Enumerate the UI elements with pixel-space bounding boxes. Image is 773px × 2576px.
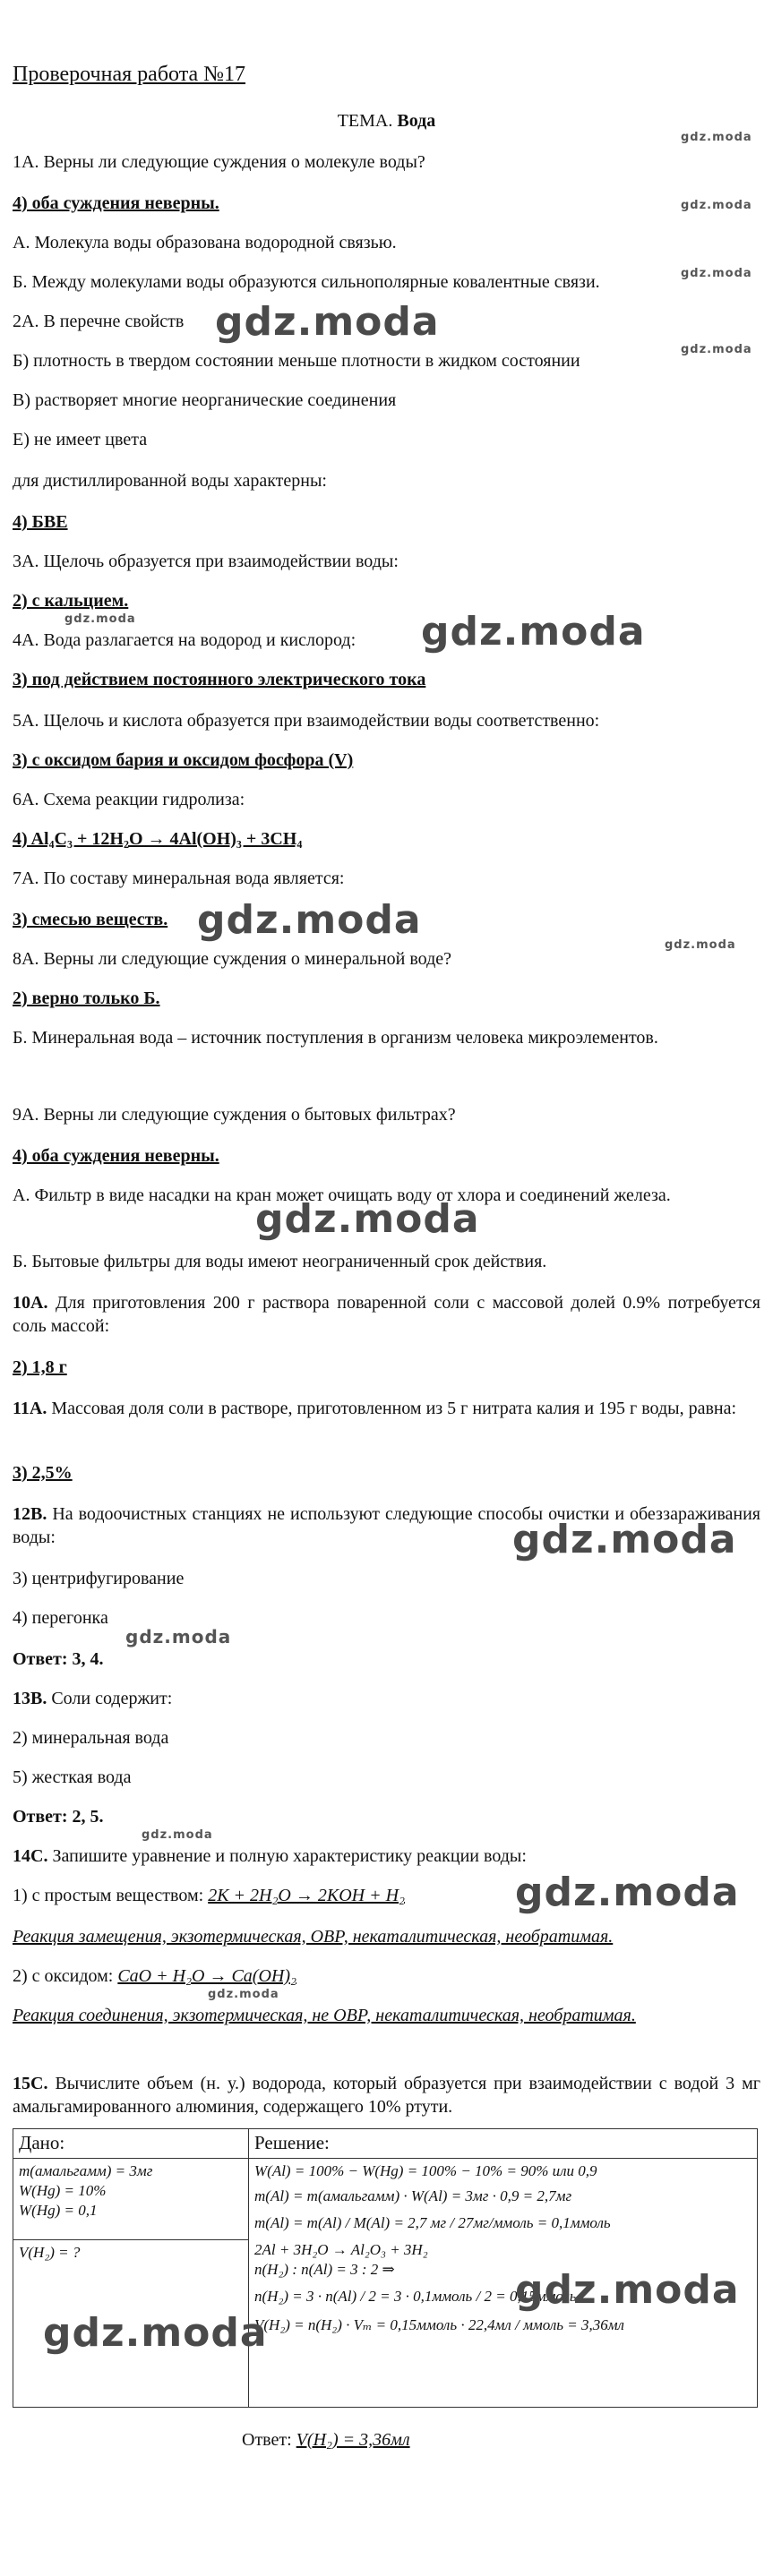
q13-text: Соли содержит: bbox=[51, 1689, 173, 1708]
q8-answer: 2) верно только Б. bbox=[13, 988, 160, 1008]
solution-step-7: V(H₂) = n(H₂) · Vₘ = 0,15ммоль · 22,4мл / ммоль = 3,36мл bbox=[254, 2316, 624, 2333]
solution-step-5: n(H₂) : n(Al) = 3 : 2 ⇒ bbox=[254, 2261, 395, 2278]
q9-answer: 4) оба суждения неверны. bbox=[13, 1146, 219, 1166]
watermark: gdz.moda bbox=[208, 1988, 279, 2001]
watermark: gdz.moda bbox=[197, 897, 422, 943]
q5-question: 5А. Щелочь и кислота образуется при взаимодействии воды соответственно: bbox=[13, 711, 600, 731]
q5-answer: 3) с оксидом бария и оксидом фосфора (V) bbox=[13, 750, 354, 770]
q14-question bbox=[13, 1844, 760, 1868]
q1-statement-b: Б. Между молекулами воды образуются сильнополярные ковалентные связи. bbox=[13, 272, 600, 292]
q15-answer-value: V(H₂) = 3,36мл bbox=[296, 2430, 410, 2450]
watermark: gdz.moda bbox=[255, 1196, 480, 1242]
watermark: gdz.moda bbox=[215, 299, 440, 345]
find-value: V(H₂) = ? bbox=[19, 2244, 81, 2261]
solution-step-6: n(H₂) = 3 · n(Al) / 2 = 3 · 0,1ммоль / 2 = 0,15ммоль bbox=[254, 2288, 577, 2305]
solution-step-4: 2Al + 3H₂O → Al₂O₃ + 3H₂ bbox=[254, 2241, 428, 2258]
q12-number: 12В. bbox=[13, 1504, 47, 1524]
q2-option-e: Е) не имеет цвета bbox=[13, 430, 148, 449]
q14-text: Запишите уравнение и полную характеристику реакции воды: bbox=[52, 1846, 527, 1866]
q15-question bbox=[13, 2072, 760, 2118]
q9-statement-a: А. Фильтр в виде насадки на кран может очищать воду от хлора и соединений железа. bbox=[13, 1185, 671, 1205]
q4-question: 4А. Вода разлагается на водород и кислород: bbox=[13, 630, 356, 650]
watermark: gdz.moda bbox=[681, 343, 752, 356]
given-mass: m(амальгамм) = 3мг bbox=[19, 2162, 153, 2179]
q2-question: 2А. В перечне свойств bbox=[13, 312, 185, 331]
q10-question bbox=[13, 1291, 760, 1338]
q15-number: 15С. bbox=[13, 2074, 48, 2093]
q13-question bbox=[13, 1687, 760, 1710]
q11-answer: 3) 2,5% bbox=[13, 1463, 73, 1483]
solution-step-3: m(Al) = m(Al) / M(Al) = 2,7 мг / 27мг/ммоль = 0,1ммоль bbox=[254, 2214, 611, 2231]
q2-tail: для дистиллированной воды характерны: bbox=[13, 471, 327, 491]
q14-part2-equation: CaO + H₂O → Ca(OH)₂ bbox=[117, 1966, 296, 1986]
watermark: gdz.moda bbox=[681, 267, 752, 280]
watermark: gdz.moda bbox=[43, 2310, 268, 2356]
q13-option-5: 5) жесткая вода bbox=[13, 1767, 132, 1787]
q14-part1-description: Реакция замещения, экзотермическая, ОВР, некаталитическая, необратимая. bbox=[13, 1927, 614, 1947]
q14-number: 14С. bbox=[13, 1846, 48, 1866]
q11-question bbox=[13, 1397, 760, 1420]
q1-statement-a: А. Молекула воды образована водородной связью. bbox=[13, 233, 397, 252]
watermark: gdz.moda bbox=[512, 1517, 737, 1562]
topic-line bbox=[13, 109, 760, 133]
solution-header: Решение: bbox=[249, 2129, 758, 2159]
given-percent: W(Hg) = 10% bbox=[19, 2182, 107, 2199]
q12-text: На водоочистных станциях не используют следующие способы очистки и обеззараживания воды: bbox=[13, 1504, 761, 1547]
q2-option-b: Б) плотность в твердом состоянии меньше плотности в жидком состоянии bbox=[13, 351, 580, 371]
q10-number: 10А. bbox=[13, 1293, 48, 1313]
q6-question: 6А. Схема реакции гидролиза: bbox=[13, 790, 245, 809]
q2-option-v: В) растворяет многие неорганические соединения bbox=[13, 390, 397, 410]
q8-statement-b: Б. Минеральная вода – источник поступления в организм человека микроэлементов. bbox=[13, 1028, 658, 1048]
watermark: gdz.moda bbox=[515, 1870, 740, 1915]
q14-part2-description: Реакция соединения, экзотермическая, не ОВР, некаталитическая, необратимая. bbox=[13, 2006, 636, 2025]
q4-answer: 3) под действием постоянного электрического тока bbox=[13, 670, 426, 689]
watermark: gdz.moda bbox=[681, 131, 752, 144]
q15-answer bbox=[242, 2430, 410, 2451]
q11-number: 11А. bbox=[13, 1399, 47, 1418]
q10-text: Для приготовления 200 г раствора поваренной соли с массовой долей 0.9% потребуется соль массой: bbox=[13, 1293, 760, 1336]
q2-answer: 4) БВЕ bbox=[13, 512, 68, 532]
given-fraction: W(Hg) = 0,1 bbox=[19, 2202, 98, 2219]
q14-part2-label: 2) с оксидом: bbox=[13, 1966, 114, 1986]
q11-text: Массовая доля соли в растворе, приготовленном из 5 г нитрата калия и 195 г воды, равна: bbox=[51, 1399, 737, 1418]
q3-question: 3А. Щелочь образуется при взаимодействии воды: bbox=[13, 552, 399, 571]
q10-answer: 2) 1,8 г bbox=[13, 1357, 67, 1377]
q13-option-2: 2) минеральная вода bbox=[13, 1728, 169, 1748]
q14-part1-equation: 2K + 2H₂O → 2KOH + H₂ bbox=[208, 1886, 405, 1905]
watermark: gdz.moda bbox=[665, 938, 736, 952]
watermark: gdz.moda bbox=[421, 609, 646, 655]
q15-answer-label: Ответ: bbox=[242, 2430, 292, 2450]
watermark: gdz.moda bbox=[515, 2267, 740, 2313]
q1-question: 1А. Верны ли следующие суждения о молекуле воды? bbox=[13, 152, 425, 172]
topic: Вода bbox=[397, 111, 436, 131]
q12-option-4: 4) перегонка bbox=[13, 1608, 108, 1628]
q14-part1-label: 1) с простым веществом: bbox=[13, 1886, 204, 1905]
q8-question: 8А. Верны ли следующие суждения о минеральной воде? bbox=[13, 949, 452, 969]
given-header: Дано: bbox=[13, 2129, 249, 2159]
page-title: Проверочная работа №17 bbox=[13, 63, 246, 86]
solution-step-2: m(Al) = m(амальгамм) · W(Al) = 3мг · 0,9 = 2,7мг bbox=[254, 2187, 572, 2204]
q14-part2 bbox=[13, 1964, 760, 1988]
q9-question: 9А. Верны ли следующие суждения о бытовых фильтрах? bbox=[13, 1105, 456, 1125]
q6-answer: 4) Al₄C₃ + 12H₂O → 4Al(OH)₃ + 3CH₄ bbox=[13, 829, 303, 849]
watermark: gdz.moda bbox=[142, 1828, 213, 1842]
q3-answer: 2) с кальцием. bbox=[13, 591, 129, 611]
q9-statement-b: Б. Бытовые фильтры для воды имеют неограниченный срок действия. bbox=[13, 1252, 547, 1271]
solution-step-1: W(Al) = 100% − W(Hg) = 100% − 10% = 90% или 0,9 bbox=[254, 2162, 597, 2179]
q15-text: Вычислите объем (н. у.) водорода, который образуется при взаимодействии с водой 3 мг амальгамированного алюминия, содержащего 10% ртути. bbox=[13, 2074, 761, 2117]
watermark: gdz.moda bbox=[64, 612, 136, 626]
watermark: gdz.moda bbox=[125, 1626, 232, 1647]
given-cell bbox=[13, 2159, 249, 2240]
topic-prefix: ТЕМА. bbox=[337, 111, 393, 131]
q13-number: 13В. bbox=[13, 1689, 47, 1708]
q1-answer: 4) оба суждения неверны. bbox=[13, 193, 219, 213]
q7-question: 7А. По составу минеральная вода является: bbox=[13, 869, 345, 888]
q13-answer: Ответ: 2, 5. bbox=[13, 1807, 104, 1827]
q12-answer: Ответ: 3, 4. bbox=[13, 1649, 104, 1669]
q7-answer: 3) смесью веществ. bbox=[13, 910, 168, 929]
watermark: gdz.moda bbox=[681, 199, 752, 212]
q12-option-3: 3) центрифугирование bbox=[13, 1569, 185, 1588]
